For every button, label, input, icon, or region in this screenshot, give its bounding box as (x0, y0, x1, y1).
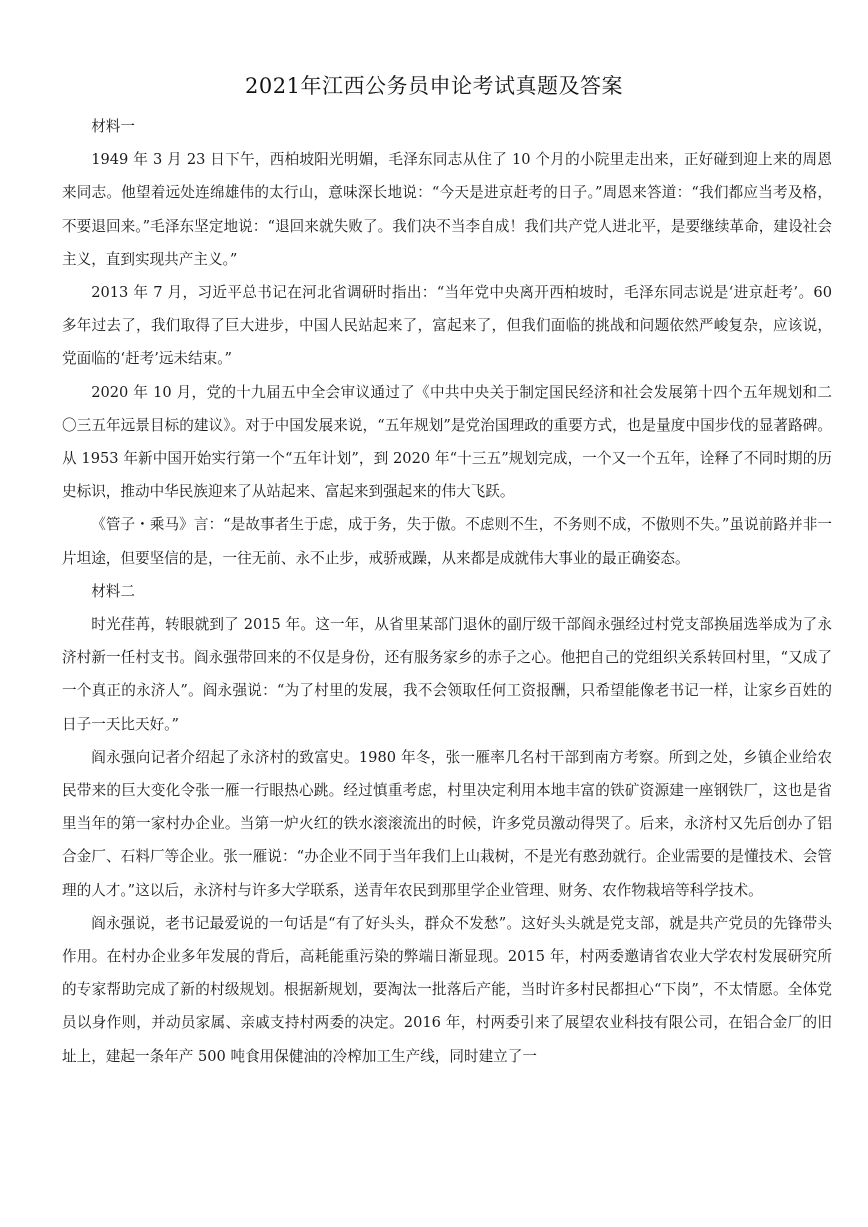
body-paragraph: 1949 年 3 月 23 日下午，西柏坡阳光明媚，毛泽东同志从住了 10 个月的小院里走出来，正好碰到迎上来的周恩来同志。他望着远处连绵雄伟的太行山，意味深长地说：“今天是进京赶考的日子。”周恩来答道：“我们都应当考及格，不要退回来。”毛泽东坚定地说：“退回来就失败了。我们决不当李自成！我们共产党人进北平，是要继续革命，建设社会主义，直到实现共产主义。” (62, 151, 832, 268)
document-title: 2021年江西公务员申论考试真题及答案 (245, 74, 623, 98)
body-paragraph: 阎永强说，老书记最爱说的一句话是“有了好头头，群众不发愁”。这好头头就是党支部，就是共产党员的先锋带头作用。在村办企业多年发展的背后，高耗能重污染的弊端日渐显现。2015 年，村两委邀请省农业大学农村发展研究所的专家帮助完成了新的村级规划。根据新规划，要淘汰一批落后产能，当时许多村民都担心“下岗”，不太情愿。全体党员以身作则，并动员家属、亲戚支持村两委的决定。2016 年，村两委引来了展望农业科技有限公司，在铝合金厂的旧址上，建起一条年产 500 吨食用保健油的冷榨加工生产线，同时建立了一 (62, 914, 832, 1065)
body-paragraph: 阎永强向记者介绍起了永济村的致富史。1980 年冬，张一雁率几名村干部到南方考察。所到之处，乡镇企业给农民带来的巨大变化令张一雁一行眼热心跳。经过慎重考虑，村里决定利用本地丰富的铁矿资源建一座钢铁厂，这也是省里当年的第一家村办企业。当第一炉火红的铁水滚滚流出的时候，许多党员激动得哭了。后来，永济村又先后创办了铝合金厂、石料厂等企业。张一雁说：“办企业不同于当年我们上山栽树，不是光有憨劲就行。企业需要的是懂技术、会管理的人才。”这以后，永济村与许多大学联系，送青年农民到那里学企业管理、财务、农作物栽培等科学技术。 (62, 748, 832, 899)
document-body (62, 110, 832, 1073)
body-paragraph: 2013 年 7 月，习近平总书记在河北省调研时指出：“当年党中央离开西柏坡时，毛泽东同志说是‘进京赶考’。60 多年过去了，我们取得了巨大进步，中国人民站起来了，富起来了，但我们面临的挑战和问题依然严峻复杂，应该说，党面临的‘赶考’远未结束。” (62, 284, 832, 368)
body-paragraph: 时光荏苒，转眼就到了 2015 年。这一年，从省里某部门退休的副厅级干部阎永强经过村党支部换届选举成为了永济村新一任村支书。阎永强带回来的不仅是身份，还有服务家乡的赤子之心。他把自己的党组织关系转回村里，“又成了一个真正的永济人”。阎永强说：“为了村里的发展，我不会领取任何工资报酬，只希望能像老书记一样，让家乡百姓的日子一天比天好。” (62, 616, 832, 733)
section-heading: 材料二 (91, 582, 135, 600)
section-heading: 材料一 (91, 118, 135, 135)
body-paragraph: 《管子・乘马》言：“是故事者生于虑，成于务，失于傲。不虑则不生，不务则不成，不傲则不失。”虽说前路并非一片坦途，但要坚信的是，一往无前、永不止步，戒骄戒躁，从来都是成就伟大事业的最正确姿态。 (62, 516, 832, 567)
body-paragraph: 2020 年 10 月，党的十九届五中全会审议通过了《中共中央关于制定国民经济和社会发展第十四个五年规划和二〇三五年远景目标的建议》。对于中国发展来说，“五年规划”是党治国理政的重要方式，也是量度中国步伐的显著路碑。从 1953 年新中国开始实行第一个“五年计划”，到 2020 年“十三五”规划完成，一个又一个五年，诠释了不同时期的历史标识，推动中华民族迎来了从站起来、富起来到强起来的伟大飞跃。 (62, 383, 832, 501)
